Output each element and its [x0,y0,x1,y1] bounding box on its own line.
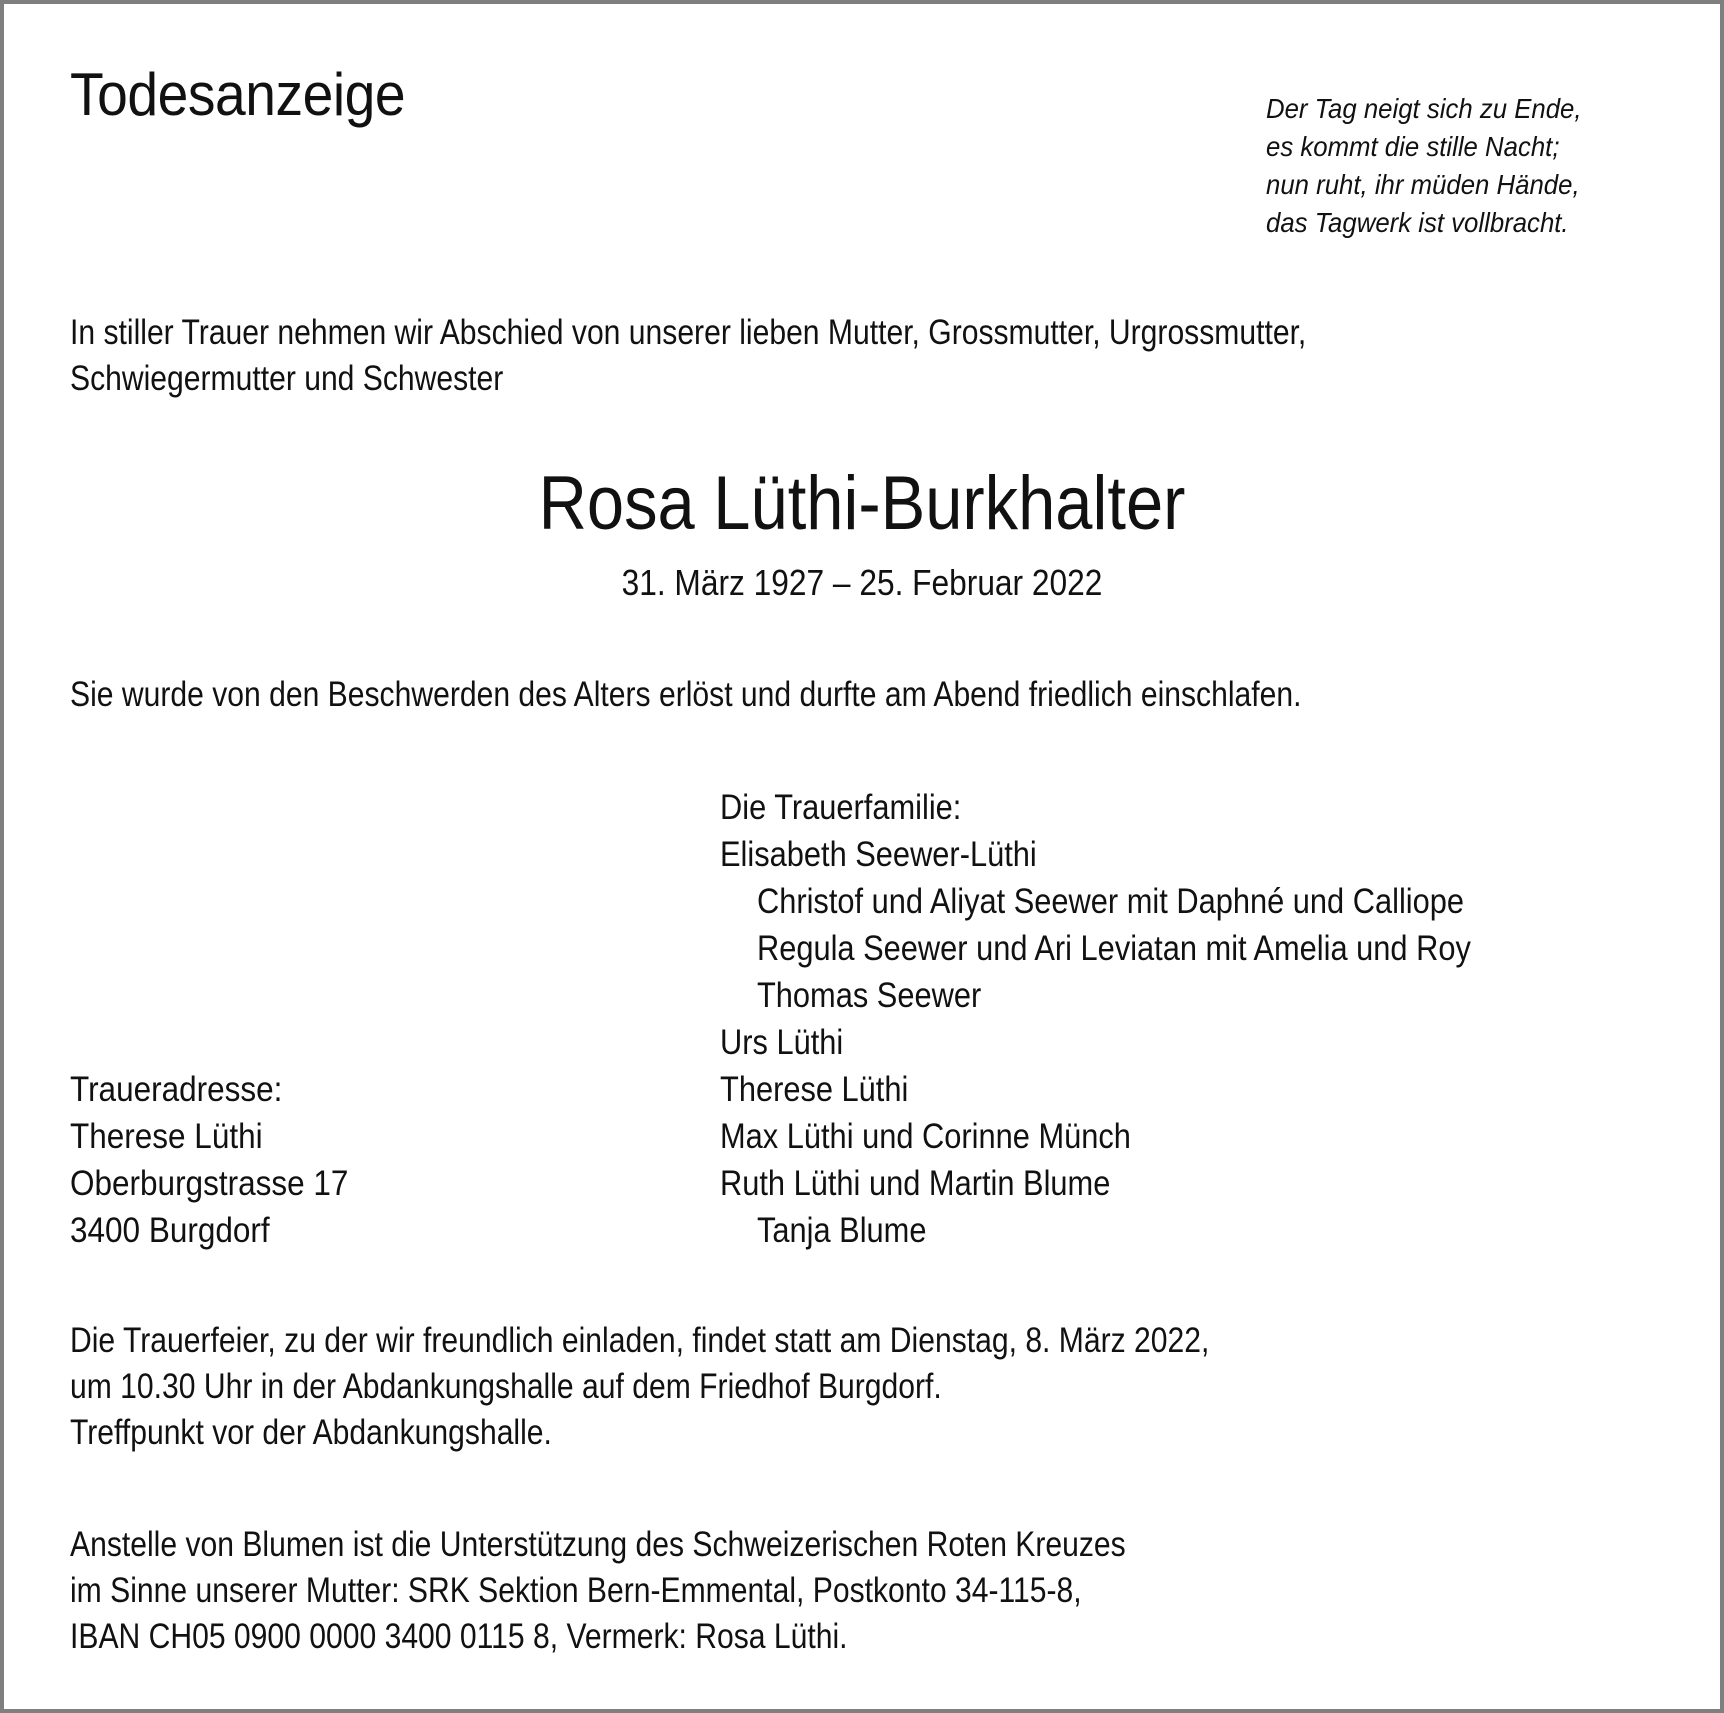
passing-text: Sie wurde von den Beschwerden des Alters erlöst und durfte am Abend friedlich einschlafen. [70,675,1302,714]
family-member: Thomas Seewer [756,976,982,1015]
poem-verse [1266,90,1582,242]
family-member: Tanja Blume [756,1211,927,1250]
family-member: Christof und Aliyat Seewer mit Daphné und Calliope [756,882,1465,921]
address-street: Oberburgstrasse 17 [70,1164,349,1203]
donation-line: im Sinne unserer Mutter: SRK Sektion Bern-Emmental, Postkonto 34-115-8, [70,1571,1082,1610]
family-member: Regula Seewer und Ari Leviatan mit Amelia und Roy [756,929,1471,968]
ceremony-paragraph [70,1318,1209,1456]
family-member: Elisabeth Seewer-Lüthi [720,835,1037,874]
poem-line: das Tagwerk ist vollbracht. [1266,207,1569,238]
donation-line: Anstelle von Blumen ist die Unterstützung des Schweizerischen Roten Kreuzes [70,1525,1126,1564]
family-list [720,784,1471,1254]
address-city: 3400 Burgdorf [70,1211,270,1250]
ceremony-line: Treffpunkt vor der Abdankungshalle. [70,1413,552,1452]
donation-line: IBAN CH05 0900 0000 3400 0115 8, Vermerk: Rosa Lüthi. [70,1617,848,1656]
poem-line: Der Tag neigt sich zu Ende, [1266,93,1582,124]
notice-heading: Todesanzeige [70,61,406,128]
ceremony-line: um 10.30 Uhr in der Abdankungshalle auf dem Friedhof Burgdorf. [70,1367,942,1406]
family-label: Die Trauerfamilie: [720,788,962,827]
donation-paragraph [70,1522,1126,1660]
family-member: Therese Lüthi [720,1070,909,1109]
poem-line: nun ruht, ihr müden Hände, [1266,169,1580,200]
life-dates: 31. März 1927 – 25. Februar 2022 [621,562,1103,603]
intro-line: In stiller Trauer nehmen wir Abschied von unserer lieben Mutter, Grossmutter, Urgrossmutter, [70,313,1307,352]
address-label: Traueradresse: [70,1070,283,1109]
family-member: Urs Lüthi [720,1023,844,1062]
address-name: Therese Lüthi [70,1117,263,1156]
poem-line: es kommt die stille Nacht; [1266,131,1560,162]
ceremony-line: Die Trauerfeier, zu der wir freundlich einladen, findet statt am Dienstag, 8. März 2022, [70,1321,1210,1360]
mourning-address [70,1066,348,1254]
intro-line: Schwiegermutter und Schwester [70,359,504,398]
intro-paragraph [70,310,1306,402]
family-member: Ruth Lüthi und Martin Blume [720,1164,1111,1203]
family-member: Max Lüthi und Corinne Münch [720,1117,1131,1156]
deceased-name: Rosa Lüthi-Burkhalter [538,461,1186,546]
